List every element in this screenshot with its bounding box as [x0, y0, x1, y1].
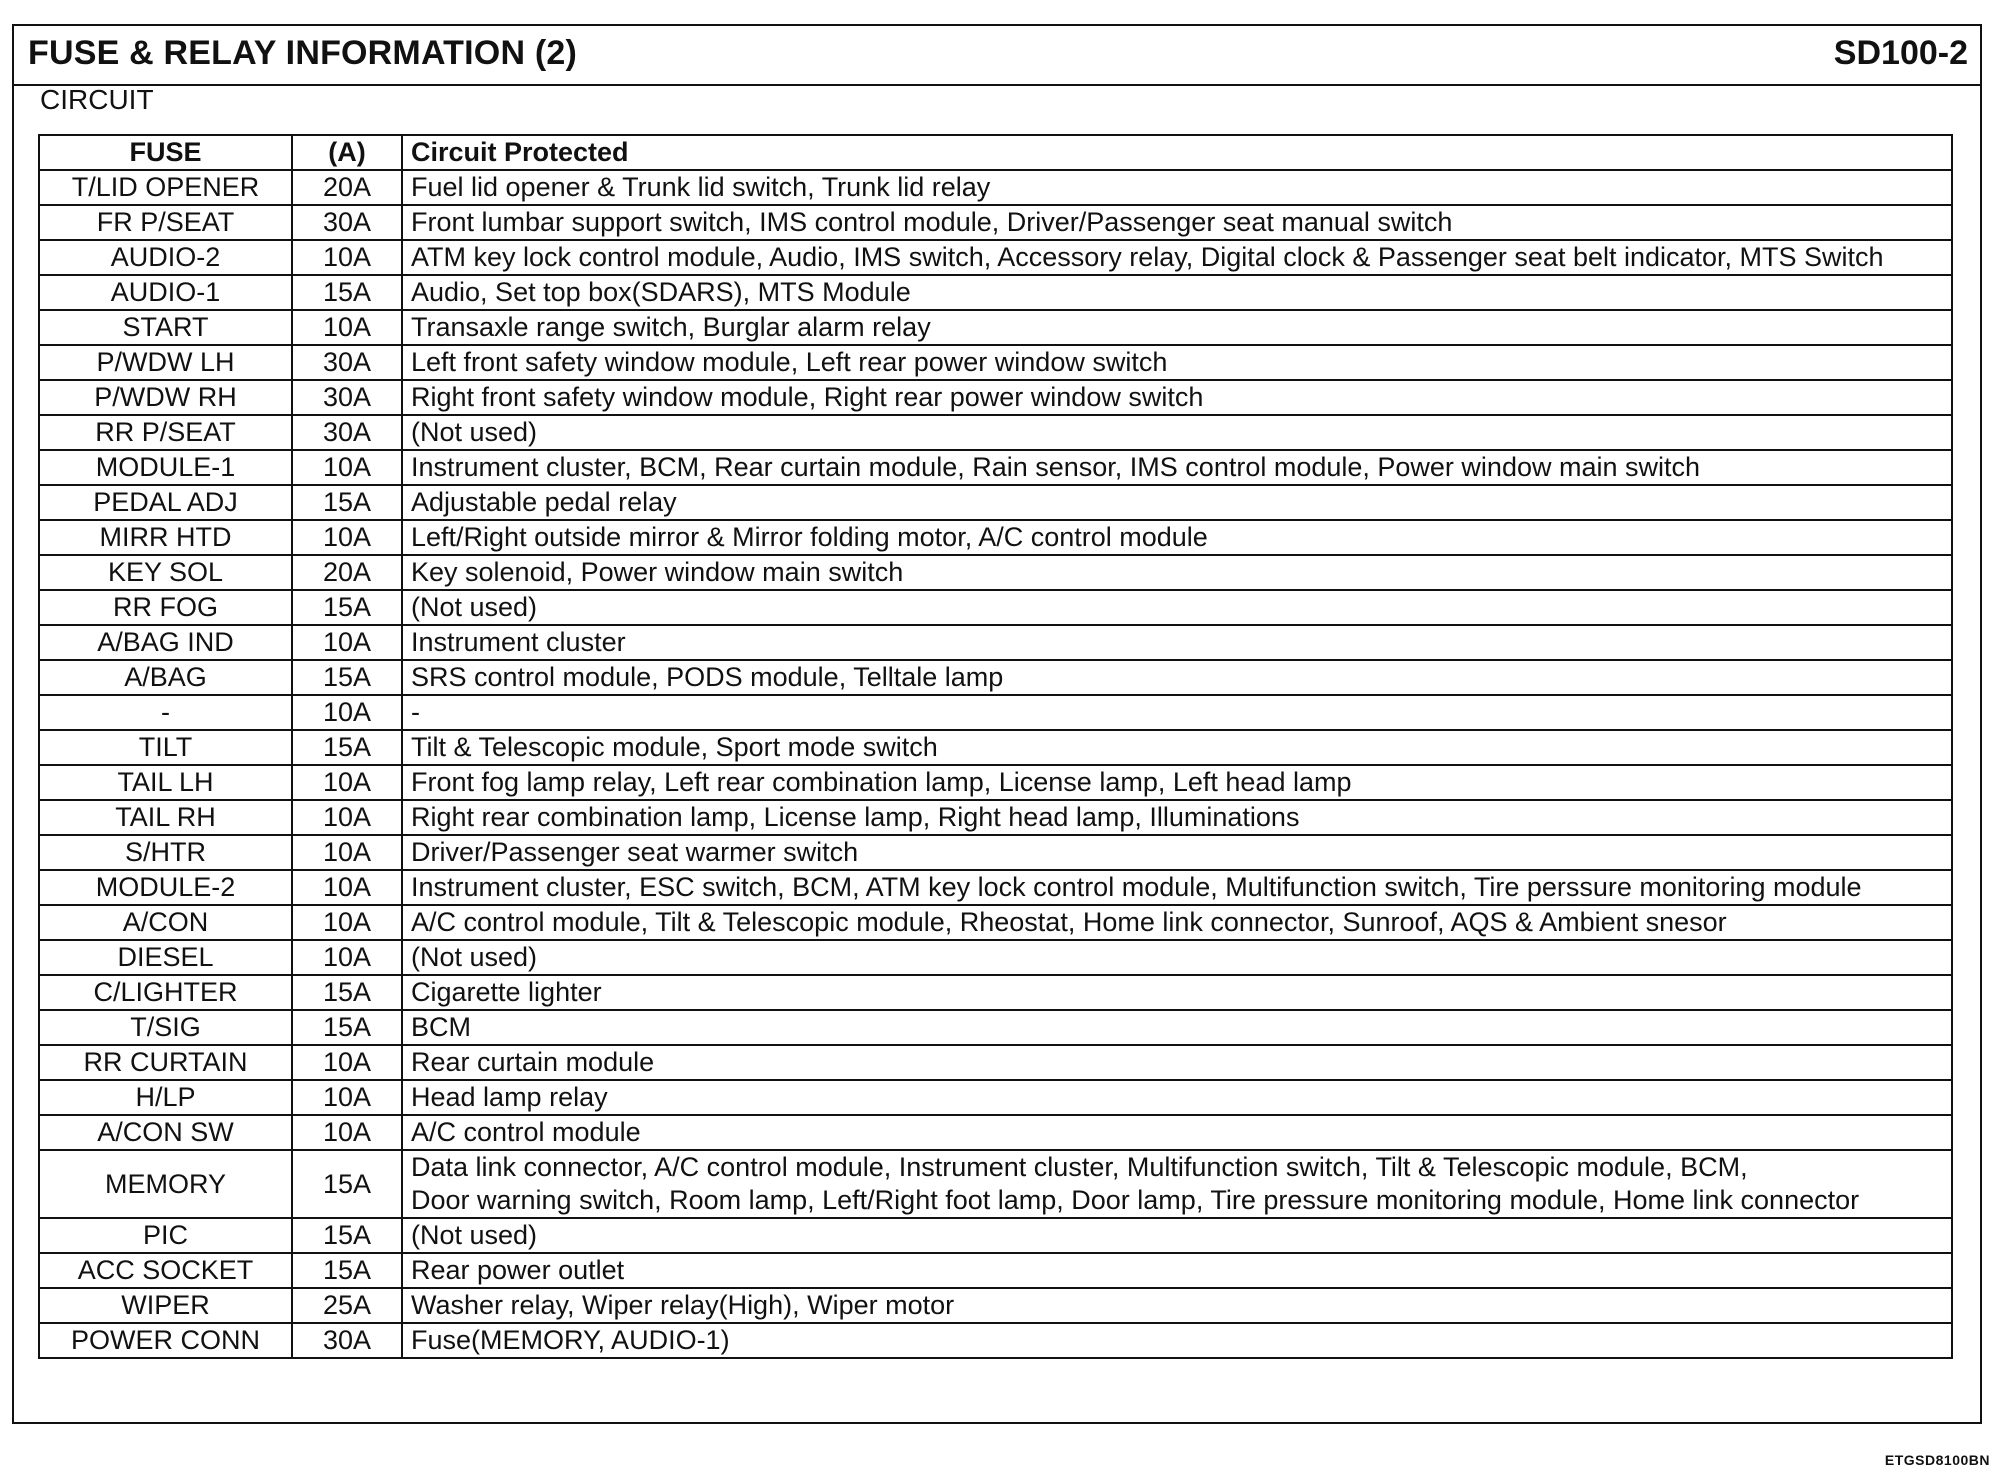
table-row	[39, 1045, 1952, 1080]
table-row	[39, 940, 1952, 975]
circuit-cell	[402, 765, 1952, 800]
circuit-cell	[402, 1045, 1952, 1080]
amperage-cell: 30A	[292, 345, 402, 380]
circuit-line: Cigarette lighter	[411, 977, 602, 1007]
fuse-name-cell: MIRR HTD	[39, 520, 292, 555]
fuse-name-cell: A/CON	[39, 905, 292, 940]
circuit-line: Front lumbar support switch, IMS control module, Driver/Passenger seat manual switch	[411, 207, 1453, 237]
circuit-line: Driver/Passenger seat warmer switch	[411, 837, 859, 867]
amperage-cell: 30A	[292, 205, 402, 240]
circuit-cell	[402, 1010, 1952, 1045]
circuit-cell	[402, 415, 1952, 450]
column-header-fuse: FUSE	[39, 135, 292, 170]
table-row	[39, 485, 1952, 520]
circuit-cell	[402, 1115, 1952, 1150]
circuit-line: Left/Right outside mirror & Mirror folding motor, A/C control module	[411, 522, 1208, 552]
fuse-name-cell: MEMORY	[39, 1150, 292, 1218]
circuit-line: SRS control module, PODS module, Telltale lamp	[411, 662, 1004, 692]
circuit-cell	[402, 1253, 1952, 1288]
amperage-cell: 30A	[292, 415, 402, 450]
table-row	[39, 730, 1952, 765]
fuse-name-cell: P/WDW LH	[39, 345, 292, 380]
fuse-name-cell: MODULE-2	[39, 870, 292, 905]
fuse-name-cell: PIC	[39, 1218, 292, 1253]
circuit-line: Tilt & Telescopic module, Sport mode switch	[411, 732, 938, 762]
amperage-cell: 10A	[292, 1045, 402, 1080]
fuse-name-cell: T/LID OPENER	[39, 170, 292, 205]
fuse-name-cell: DIESEL	[39, 940, 292, 975]
table-row	[39, 625, 1952, 660]
circuit-line: Washer relay, Wiper relay(High), Wiper motor	[411, 1290, 955, 1320]
circuit-cell	[402, 275, 1952, 310]
table-row	[39, 1080, 1952, 1115]
table-row	[39, 205, 1952, 240]
footer-code: ETGSD8100BN	[1884, 1452, 1990, 1468]
circuit-cell	[402, 590, 1952, 625]
amperage-cell: 10A	[292, 765, 402, 800]
table-row	[39, 765, 1952, 800]
circuit-cell	[402, 555, 1952, 590]
circuit-cell	[402, 975, 1952, 1010]
table-row	[39, 415, 1952, 450]
document-code: SD100-2	[1833, 34, 1968, 72]
amperage-cell: 25A	[292, 1288, 402, 1323]
amperage-cell: 30A	[292, 1323, 402, 1358]
fuse-name-cell: H/LP	[39, 1080, 292, 1115]
circuit-line: Instrument cluster, ESC switch, BCM, ATM key lock control module, Multifunction switch, Tire perssure monitoring module	[411, 872, 1862, 902]
circuit-line: A/C control module	[411, 1117, 641, 1147]
circuit-line: Instrument cluster, BCM, Rear curtain module, Rain sensor, IMS control module, Power window main switch	[411, 452, 1701, 482]
circuit-line: Adjustable pedal relay	[411, 487, 677, 517]
table-row	[39, 170, 1952, 205]
amperage-cell: 10A	[292, 450, 402, 485]
table-row	[39, 800, 1952, 835]
circuit-cell	[402, 345, 1952, 380]
fuse-name-cell: A/BAG IND	[39, 625, 292, 660]
fuse-name-cell: ACC SOCKET	[39, 1253, 292, 1288]
circuit-cell	[402, 310, 1952, 345]
amperage-cell: 10A	[292, 1080, 402, 1115]
fuse-name-cell: POWER CONN	[39, 1323, 292, 1358]
fuse-name-cell: AUDIO-2	[39, 240, 292, 275]
table-row	[39, 520, 1952, 555]
amperage-cell: 10A	[292, 695, 402, 730]
fuse-name-cell: S/HTR	[39, 835, 292, 870]
table-row	[39, 1150, 1952, 1218]
fuse-name-cell: WIPER	[39, 1288, 292, 1323]
amperage-cell: 10A	[292, 625, 402, 660]
circuit-cell	[402, 870, 1952, 905]
circuit-line: Instrument cluster	[411, 627, 626, 657]
table-row	[39, 380, 1952, 415]
circuit-line: Right rear combination lamp, License lamp, Right head lamp, Illuminations	[411, 802, 1300, 832]
circuit-line: Rear power outlet	[411, 1255, 625, 1285]
circuit-line: Door warning switch, Room lamp, Left/Right foot lamp, Door lamp, Tire pressure monitoring module, Home link connector	[411, 1185, 1860, 1215]
amperage-cell: 15A	[292, 275, 402, 310]
fuse-name-cell: MODULE-1	[39, 450, 292, 485]
section-label: CIRCUIT	[40, 84, 154, 115]
fuse-name-cell: TAIL RH	[39, 800, 292, 835]
column-header-amperage: (A)	[292, 135, 402, 170]
table-row	[39, 555, 1952, 590]
amperage-cell: 15A	[292, 1010, 402, 1045]
fuse-name-cell: START	[39, 310, 292, 345]
fuse-name-cell: RR P/SEAT	[39, 415, 292, 450]
circuit-line: Key solenoid, Power window main switch	[411, 557, 904, 587]
circuit-line: Rear curtain module	[411, 1047, 655, 1077]
amperage-cell: 15A	[292, 1150, 402, 1218]
fuse-name-cell: TAIL LH	[39, 765, 292, 800]
circuit-line: ATM key lock control module, Audio, IMS switch, Accessory relay, Digital clock & Passenger seat belt indicator, MTS Switch	[411, 242, 1884, 272]
amperage-cell: 10A	[292, 870, 402, 905]
circuit-line: Data link connector, A/C control module, Instrument cluster, Multifunction switch, Tilt & Telescopic module, BCM,	[411, 1152, 1748, 1182]
table-row	[39, 1288, 1952, 1323]
table-row	[39, 590, 1952, 625]
circuit-cell	[402, 695, 1952, 730]
table-row	[39, 240, 1952, 275]
circuit-line: A/C control module, Tilt & Telescopic module, Rheostat, Home link connector, Sunroof, AQS & Ambient snesor	[411, 907, 1727, 937]
circuit-cell	[402, 1080, 1952, 1115]
amperage-cell: 10A	[292, 940, 402, 975]
circuit-line: (Not used)	[411, 592, 538, 622]
circuit-cell	[402, 940, 1952, 975]
amperage-cell: 15A	[292, 590, 402, 625]
circuit-cell	[402, 450, 1952, 485]
circuit-cell	[402, 625, 1952, 660]
circuit-cell	[402, 1218, 1952, 1253]
fuse-name-cell: P/WDW RH	[39, 380, 292, 415]
circuit-cell	[402, 800, 1952, 835]
fuse-name-cell: RR CURTAIN	[39, 1045, 292, 1080]
amperage-cell: 15A	[292, 730, 402, 765]
fuse-name-cell: A/BAG	[39, 660, 292, 695]
amperage-cell: 15A	[292, 660, 402, 695]
amperage-cell: 10A	[292, 520, 402, 555]
table-row	[39, 905, 1952, 940]
fuse-name-cell: RR FOG	[39, 590, 292, 625]
circuit-cell	[402, 730, 1952, 765]
table-row	[39, 1323, 1952, 1358]
circuit-line: (Not used)	[411, 1220, 538, 1250]
circuit-cell	[402, 1288, 1952, 1323]
circuit-cell	[402, 905, 1952, 940]
table-row	[39, 310, 1952, 345]
circuit-cell	[402, 380, 1952, 415]
table-row	[39, 1218, 1952, 1253]
amperage-cell: 20A	[292, 555, 402, 590]
circuit-line: -	[411, 697, 420, 727]
amperage-cell: 10A	[292, 800, 402, 835]
amperage-cell: 30A	[292, 380, 402, 415]
table-row	[39, 835, 1952, 870]
fuse-name-cell: FR P/SEAT	[39, 205, 292, 240]
table-row	[39, 1253, 1952, 1288]
fuse-table-body	[39, 170, 1952, 1358]
circuit-line: Fuel lid opener & Trunk lid switch, Trunk lid relay	[411, 172, 991, 202]
fuse-name-cell: AUDIO-1	[39, 275, 292, 310]
fuse-name-cell: A/CON SW	[39, 1115, 292, 1150]
circuit-cell	[402, 170, 1952, 205]
amperage-cell: 15A	[292, 485, 402, 520]
circuit-cell	[402, 660, 1952, 695]
fuse-table	[38, 134, 1953, 1359]
table-row	[39, 870, 1952, 905]
amperage-cell: 15A	[292, 1253, 402, 1288]
circuit-line: Head lamp relay	[411, 1082, 608, 1112]
circuit-cell	[402, 520, 1952, 555]
circuit-cell	[402, 1150, 1952, 1218]
fuse-name-cell: PEDAL ADJ	[39, 485, 292, 520]
table-row	[39, 1010, 1952, 1045]
amperage-cell: 10A	[292, 835, 402, 870]
circuit-line: Transaxle range switch, Burglar alarm relay	[411, 312, 931, 342]
circuit-line: (Not used)	[411, 417, 538, 447]
circuit-line: BCM	[411, 1012, 471, 1042]
page-header	[14, 26, 1980, 86]
page-title: FUSE & RELAY INFORMATION (2)	[28, 34, 578, 72]
table-row	[39, 450, 1952, 485]
fuse-name-cell: -	[39, 695, 292, 730]
circuit-line: Front fog lamp relay, Left rear combination lamp, License lamp, Left head lamp	[411, 767, 1352, 797]
amperage-cell: 10A	[292, 310, 402, 345]
circuit-cell	[402, 240, 1952, 275]
circuit-cell	[402, 1323, 1952, 1358]
fuse-name-cell: TILT	[39, 730, 292, 765]
amperage-cell: 15A	[292, 975, 402, 1010]
circuit-line: Fuse(MEMORY, AUDIO-1)	[411, 1325, 730, 1355]
amperage-cell: 20A	[292, 170, 402, 205]
amperage-cell: 10A	[292, 905, 402, 940]
circuit-line: Right front safety window module, Right rear power window switch	[411, 382, 1204, 412]
table-row	[39, 660, 1952, 695]
fuse-name-cell: C/LIGHTER	[39, 975, 292, 1010]
amperage-cell: 15A	[292, 1218, 402, 1253]
table-row	[39, 975, 1952, 1010]
circuit-line: Audio, Set top box(SDARS), MTS Module	[411, 277, 911, 307]
circuit-cell	[402, 205, 1952, 240]
table-header-row	[39, 135, 1952, 170]
amperage-cell: 10A	[292, 240, 402, 275]
column-header-circuit: Circuit Protected	[402, 135, 1952, 170]
circuit-cell	[402, 835, 1952, 870]
table-row	[39, 1115, 1952, 1150]
circuit-line: (Not used)	[411, 942, 538, 972]
circuit-cell	[402, 485, 1952, 520]
table-row	[39, 695, 1952, 730]
fuse-name-cell: KEY SOL	[39, 555, 292, 590]
table-row	[39, 275, 1952, 310]
table-row	[39, 345, 1952, 380]
fuse-name-cell: T/SIG	[39, 1010, 292, 1045]
circuit-line: Left front safety window module, Left rear power window switch	[411, 347, 1168, 377]
amperage-cell: 10A	[292, 1115, 402, 1150]
